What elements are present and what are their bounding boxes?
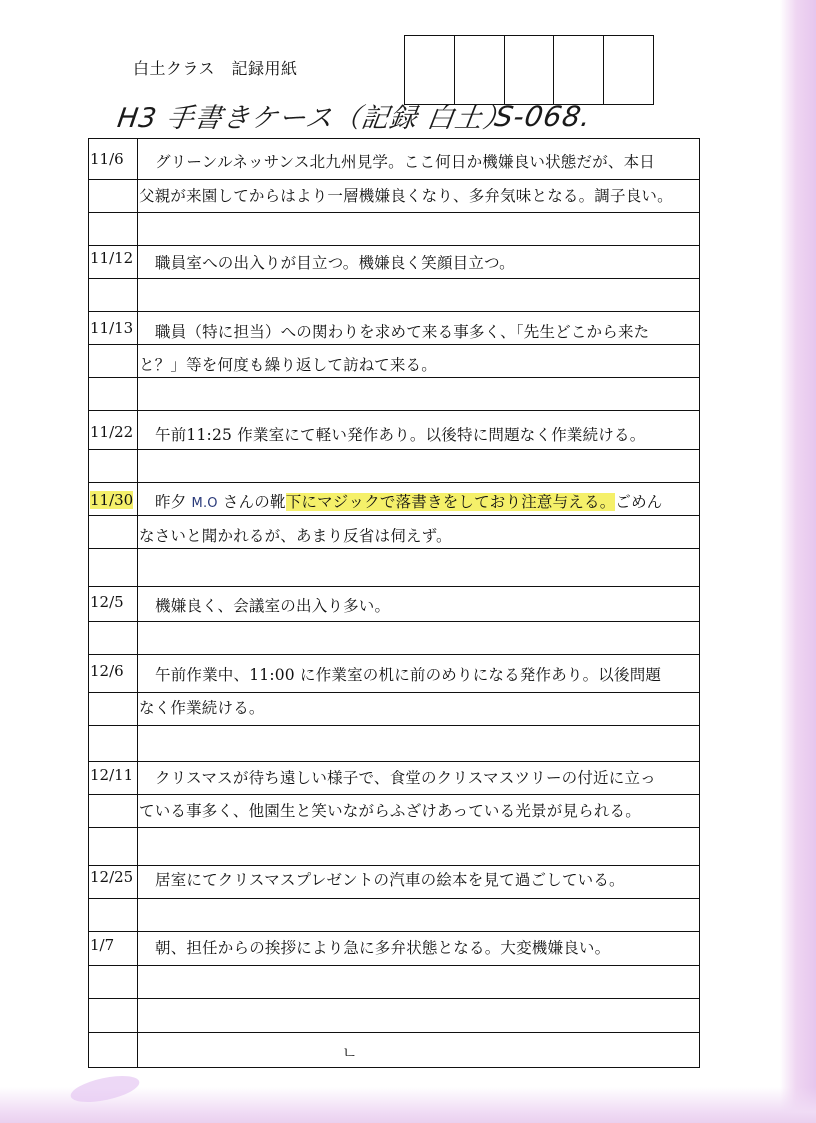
- handwritten-code: S-068.: [492, 100, 595, 133]
- row-rule: [89, 725, 699, 726]
- entry-date: 11/6: [90, 150, 124, 168]
- stamp-box: [554, 36, 604, 104]
- stamp-box: [455, 36, 505, 104]
- handwritten-initials: M.O: [191, 496, 218, 511]
- entry-line-mid: さんの靴: [222, 493, 286, 511]
- stamp-box: [604, 36, 653, 104]
- row-rule: [89, 998, 699, 999]
- row-rule: [89, 931, 699, 932]
- row-rule: [89, 482, 699, 483]
- stamp-box: [505, 36, 555, 104]
- row-rule: [89, 865, 699, 866]
- entry-line: 朝、担任からの挨拶により急に多弁状態となる。大変機嫌良い。: [155, 939, 611, 957]
- row-rule: [89, 212, 699, 213]
- stamp-boxes: [404, 35, 654, 105]
- entry-line: 居室にてクリスマスプレゼントの汽車の絵本を見て過ごしている。: [155, 871, 625, 889]
- record-log-table: [88, 138, 700, 1068]
- row-rule: [89, 692, 699, 693]
- row-rule: [89, 410, 699, 411]
- entry-line: なく作業続ける。: [139, 699, 265, 717]
- row-rule: [89, 1032, 699, 1033]
- row-rule: [89, 179, 699, 180]
- row-rule: [89, 794, 699, 795]
- stamp-box: [405, 36, 455, 104]
- row-rule: [89, 245, 699, 246]
- row-rule: [89, 761, 699, 762]
- entry-line: 機嫌良く、会議室の出入り多い。: [155, 597, 391, 615]
- entry-line: グリーンルネッサンス北九州見学。ここ何日か機嫌良い状態だが、本日: [155, 153, 655, 171]
- entry-date: 12/6: [90, 662, 124, 680]
- entry-line: 午前作業中、11:00 に作業室の机に前のめりになる発作あり。以後問題: [155, 666, 662, 684]
- row-rule: [89, 827, 699, 828]
- entry-line-prefix: 昨夕: [155, 493, 187, 511]
- highlighted-text: 下にマジックで落書きをしており注意与える。: [285, 493, 616, 511]
- row-rule: [89, 377, 699, 378]
- entry-line-suffix: ごめん: [615, 493, 663, 511]
- row-rule: [89, 449, 699, 450]
- entry-line: 職員室への出入りが目立つ。機嫌良く笑顔目立つ。: [155, 254, 515, 272]
- entry-line: 父親が来園してからはより一層機嫌良くなり、多弁気味となる。調子良い。: [139, 187, 673, 205]
- row-rule: [89, 278, 699, 279]
- handwritten-label: H3 手書きケース（記録 白土）: [115, 103, 514, 134]
- row-rule: [89, 898, 699, 899]
- row-rule: [89, 344, 699, 345]
- entry-line: 午前11:25 作業室にて軽い発作あり。以後特に問題なく作業続ける。: [155, 426, 646, 444]
- entry-line: クリスマスが待ち遠しい様子で、食堂のクリスマスツリーの付近に立っ: [155, 769, 656, 787]
- entry-date: 11/22: [90, 423, 134, 441]
- entry-date: 12/5: [90, 593, 124, 611]
- form-title: 白土クラス 記録用紙: [133, 59, 298, 78]
- row-rule: [89, 548, 699, 549]
- entry-date: 12/25: [90, 868, 134, 886]
- row-rule: [89, 621, 699, 622]
- entry-date: 11/13: [90, 319, 134, 337]
- entry-line: と？」等を何度も繰り返して訪ねて来る。: [139, 356, 437, 374]
- entry-date: 11/12: [90, 249, 134, 267]
- row-rule: [89, 311, 699, 312]
- row-rule: [89, 586, 699, 587]
- scan-edge-right: [780, 0, 816, 1123]
- row-rule: [89, 654, 699, 655]
- entry-date-highlighted: 11/30: [90, 491, 134, 509]
- entry-date: 1/7: [90, 936, 115, 954]
- entry-line: なさいと聞かれるが、あまり反省は伺えず。: [139, 527, 452, 545]
- row-rule: [89, 965, 699, 966]
- entry-line: 職員（特に担当）への関わりを求めて来る事多く、「先生どこから来た: [155, 323, 650, 341]
- entry-date: 12/11: [90, 766, 134, 784]
- entry-line: ている事多く、他園生と笑いながらふざけあっている光景が見られる。: [139, 802, 641, 820]
- stray-pen-mark: ㄴ: [342, 1043, 358, 1062]
- row-rule: [89, 515, 699, 516]
- entry-line-highlighted: [139, 490, 663, 512]
